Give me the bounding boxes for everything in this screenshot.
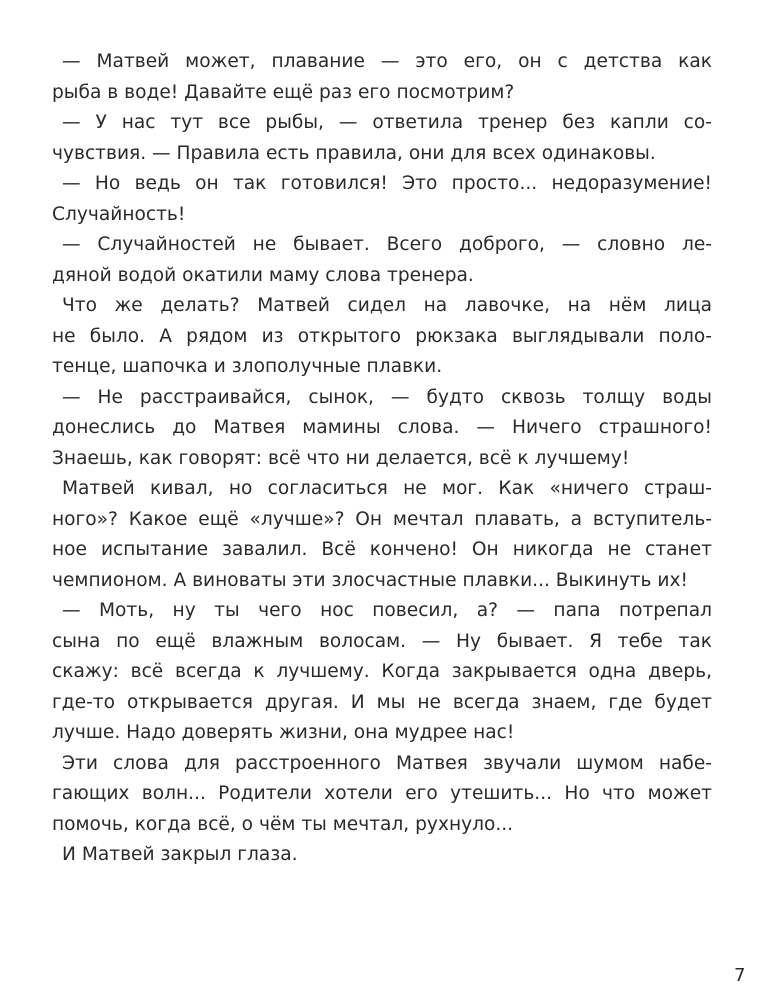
text-line: не было. А рядом из открытого рюкзака выглядывали поло- — [52, 325, 712, 347]
text-line: скажу: всё всегда к лучшему. Когда закрывается одна дверь, — [52, 661, 712, 682]
text-line: ное испытание завалил. Всё кончено! Он никогда не станет — [52, 539, 712, 560]
text-line: — Но ведь он так готовился! Это просто... недоразумение! — [62, 173, 712, 194]
text-line: лучше. Надо доверять жизни, она мудрее нас! — [52, 722, 515, 743]
text-line: — Матвей может, плавание — это его, он с детства как — [62, 51, 712, 72]
text-line: помочь, когда всё, о чём ты мечтал, рухнуло... — [52, 813, 514, 835]
text-line: где-то открывается другая. И мы не всегда знаем, где будет — [52, 691, 712, 713]
text-line: Матвей кивал, но согласиться не мог. Как «ничего страш- — [62, 478, 712, 499]
text-line: И Матвей закрыл глаза. — [62, 844, 298, 865]
text-line: Эти слова для расстроенного Матвея звучали шумом набе- — [62, 752, 712, 774]
text-line: сына по ещё влажным волосам. — Ну бывает. Я тебе так — [52, 630, 712, 652]
text-line: Знаешь, как говорят: всё что ни делается, всё к лучшему! — [52, 447, 630, 469]
text-line: — Случайностей не бывает. Всего доброго, — словно ле- — [62, 234, 712, 255]
body-text — [52, 47, 712, 871]
text-line: чувствия. — Правила есть правила, они для всех одинаковы. — [52, 142, 656, 164]
text-line: ного»? Какое ещё «лучше»? Он мечтал плавать, а вступитель- — [52, 508, 712, 530]
text-line: рыба в воде! Давайте ещё раз его посмотрим? — [52, 81, 515, 103]
page-number: 7 — [734, 965, 746, 986]
text-line: гающих волн... Родители хотели его утешить... Но что может — [52, 783, 712, 804]
text-line: дяной водой окатили маму слова тренера. — [52, 264, 474, 286]
text-line: тенце, шапочка и злополучные плавки. — [52, 356, 443, 377]
text-line: чемпионом. А виноваты эти злосчастные плавки... Выкинуть их! — [52, 569, 688, 591]
text-line: Что же делать? Матвей сидел на лавочке, на нём лица — [62, 295, 712, 316]
text-line: донеслись до Матвея мамины слова. — Ничего страшного! — [52, 417, 712, 438]
text-line: — Моть, ну ты чего нос повесил, а? — папа потрепал — [62, 600, 712, 621]
text-line: — У нас тут все рыбы, — ответила тренер без капли со- — [62, 112, 712, 133]
text-line: Случайность! — [52, 203, 186, 225]
text-line: — Не расстраивайся, сынок, — будто сквозь толщу воды — [62, 386, 712, 408]
